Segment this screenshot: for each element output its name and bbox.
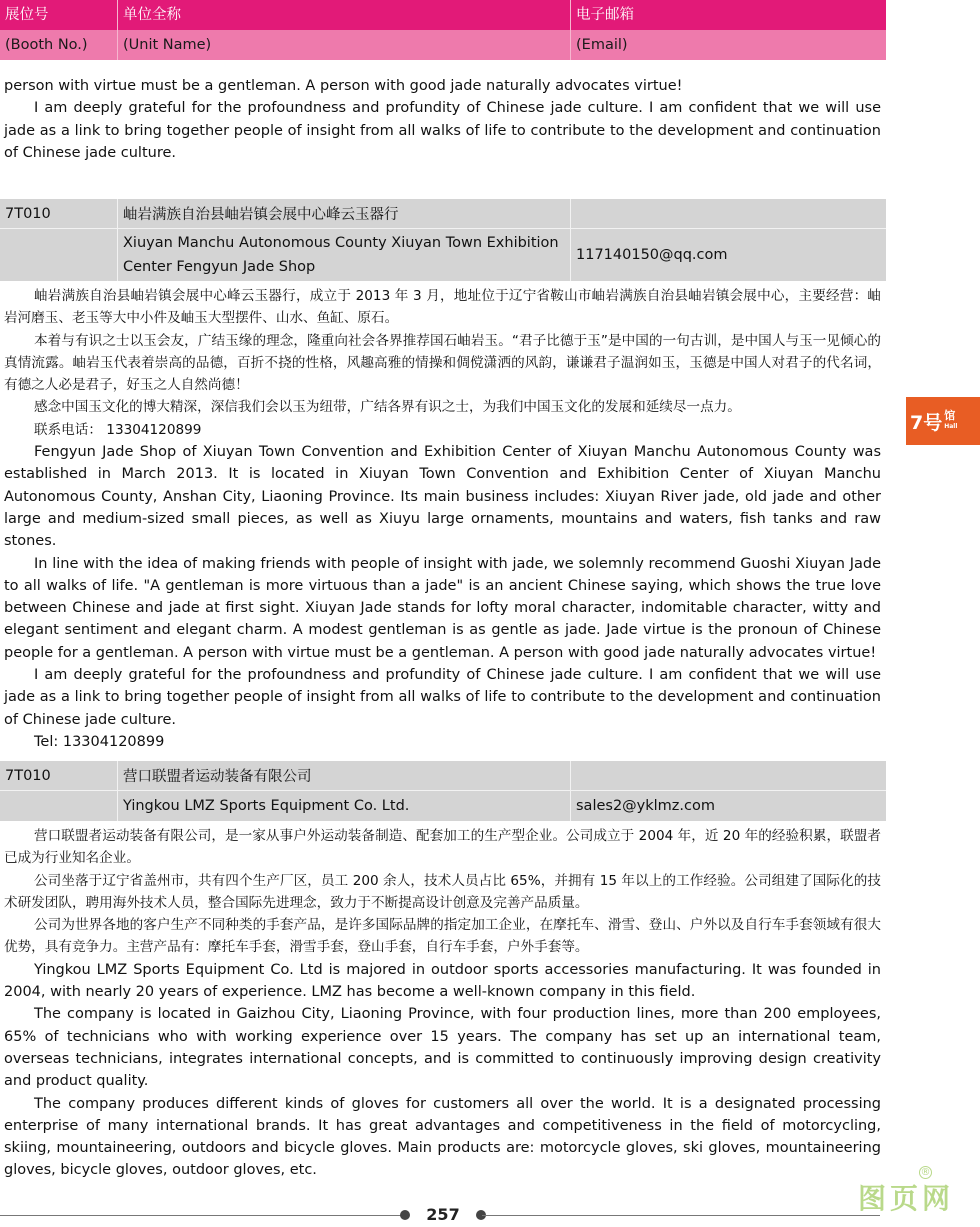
- intro-paragraph: I am deeply grateful for the profoundness and profundity of Chinese jade culture. I am confident that we will use jade as a link to bring together people of insight from all walks of life to contribute to the development and continuation of Chinese jade culture.: [4, 100, 881, 161]
- entry2-en-paragraph: The company is located in Gaizhou City, Liaoning Province, with four production lines, more than 200 employees, 65% of technicians who with working experience over 15 years. The company has set up an international team, overseas technicians, integrates international concepts, and is committed to continuously improving design creativity and product quality.: [4, 1006, 881, 1090]
- footer-dot-left: [400, 1210, 410, 1220]
- entry1-name-zh: 岫岩满族自治县岫岩镇会展中心峰云玉器行: [118, 199, 571, 228]
- entry2-table: [0, 761, 886, 821]
- col-booth-zh: 展位号: [0, 0, 118, 30]
- entry2-en-paragraph: Yingkou LMZ Sports Equipment Co. Ltd is majored in outdoor sports accessories manufacturing. It was founded in 2004, with nearly 20 years of experience. LMZ has become a well-known company in this field.: [4, 961, 881, 1001]
- col-unit-zh: 单位全称: [118, 0, 571, 30]
- entry1-zh-paragraph: 岫岩满族自治县岫岩镇会展中心峰云玉器行，成立于 2013 年 3 月，地址位于辽宁省鞍山市岫岩满族自治县岫岩镇会展中心，主要经营：岫岩河磨玉、老玉等大中小件及岫玉大型摆件、山水、鱼缸、原石。: [4, 288, 881, 327]
- footer-rule-right: [482, 1215, 880, 1216]
- entry1-en-paragraph: I am deeply grateful for the profoundness and profundity of Chinese jade culture. I am confident that we will use jade as a link to bring together people of insight from all walks of life to contribute to the development and continuation of Chinese jade culture.: [4, 667, 881, 728]
- hall-label: 馆: [944, 409, 956, 422]
- entry1-email[interactable]: 117140150@qq.com: [576, 247, 728, 263]
- entry1-name-en: Xiuyan Manchu Autonomous County Xiuyan Town Exhibition Center Fengyun Jade Shop: [118, 229, 571, 281]
- entry1-en-paragraph: In line with the idea of making friends with people of insight with jade, we solemnly recommend Guoshi Xiuyan Jade to all walks of life. "A gentleman is more virtuous than a jade" is an ancient Chinese saying, which shows the true love between Chinese and jade at first sight. Xiuyan Jade stands for lofty moral character, indomitable character, witty and elegant sentiment and elegant charm. A modest gentleman is as gentle as jade. Jade virtue is the pronoun of Chinese people for a gentleman. A person with virtue must be a gentleman. A person with good jade naturally advocates virtue!: [4, 555, 881, 661]
- entry1-en-paragraph: Fengyun Jade Shop of Xiuyan Town Convention and Exhibition Center of Xiuyan Manchu Autonomous County was established in March 2013. It is located in Xiuyan Town Convention and Exhibition Center of Xiuyan Manchu Autonomous County, Anshan City, Liaoning Province. Its main business includes: Xiuyan River jade, old jade and other large and medium-sized small pieces, as well as Xiuyu large ornaments, mountains and waters, fish tanks and raw stones.: [4, 444, 881, 550]
- intro-text: [4, 75, 881, 164]
- entry1-zh-paragraph: 本着与有识之士以玉会友，广结玉缘的理念，隆重向社会各界推荐国石岫岩玉。“君子比德于玉”是中国的一句古训，是中国人与玉一见倾心的真情流露。岫岩玉代表着崇高的品德，百折不挠的性格，风趣高雅的情操和倜傥潇洒的风韵，谦谦君子温润如玉，玉德是中国人对君子的代名词，有德之人必是君子，好玉之人自然尚德！: [4, 332, 881, 394]
- intro-line: person with virtue must be a gentleman. A person with good jade naturally advocates virtue!: [4, 78, 683, 94]
- entry2-name-zh: 营口联盟者运动装备有限公司: [118, 761, 571, 790]
- col-unit-en: (Unit Name): [118, 30, 571, 60]
- entry1-zh-phone: 联系电话： 13304120899: [34, 421, 202, 438]
- column-header-zh: [0, 0, 886, 30]
- entry1-en-phone: Tel: 13304120899: [34, 733, 165, 750]
- entry1-booth: 7T010: [0, 199, 118, 228]
- hall-sub: Hall: [944, 423, 958, 430]
- entry2-zh-paragraph: 公司坐落于辽宁省盖州市，共有四个生产厂区，员工 200 余人，技术人员占比 65%，并拥有 15 年以上的工作经验。公司组建了国际化的技术研发团队，聘用海外技术人员，整合国际先进理念，致力于不断提高设计创意及完善产品质量。: [4, 872, 881, 911]
- entry2-booth: 7T010: [0, 761, 118, 790]
- entry2-email[interactable]: sales2@yklmz.com: [576, 798, 715, 814]
- col-email-en: (Email): [576, 37, 628, 53]
- entry1-table: [0, 199, 886, 281]
- column-header-en: [0, 30, 886, 60]
- entry2-zh-paragraph: 公司为世界各地的客户生产不同种类的手套产品，是许多国际品牌的指定加工企业，在摩托车、滑雪、登山、户外以及自行车手套领域有很大优势，具有竞争力。主营产品有：摩托车手套，滑雪手套，登山手套，自行车手套，户外手套等。: [4, 917, 881, 956]
- entry2-en-paragraph: The company produces different kinds of gloves for customers all over the world. It is a designated processing enterprise of many international brands. It has great advantages and competitiveness in the field of motorcycling, skiing, mountaineering, outdoors and bicycle gloves. Main products are: motorcycle gloves, ski gloves, mountaineering gloves, bicycle gloves, outdoor gloves, etc.: [4, 1095, 881, 1179]
- entry2-body: [4, 825, 881, 1182]
- registered-mark: ®: [920, 1167, 931, 1178]
- col-booth-en: (Booth No.): [0, 30, 118, 60]
- hall-number: 7号: [910, 411, 943, 434]
- entry2-name-en: Yingkou LMZ Sports Equipment Co. Ltd.: [118, 791, 571, 821]
- entry1-body: [4, 285, 881, 753]
- col-email-zh: 电子邮箱: [576, 7, 634, 23]
- watermark-logo: 图页网: [858, 1182, 955, 1215]
- footer-rule-left: [0, 1215, 404, 1216]
- entry1-zh-paragraph: 感念中国玉文化的博大精深，深信我们会以玉为纽带，广结各界有识之士，为我们中国玉文化的发展和延续尽一点力。: [34, 399, 741, 416]
- entry2-zh-paragraph: 营口联盟者运动装备有限公司，是一家从事户外运动装备制造、配套加工的生产型企业。公司成立于 2004 年，近 20 年的经验积累，联盟者已成为行业知名企业。: [4, 828, 881, 867]
- page-number: 257: [426, 1205, 460, 1224]
- hall-tab: [906, 397, 980, 445]
